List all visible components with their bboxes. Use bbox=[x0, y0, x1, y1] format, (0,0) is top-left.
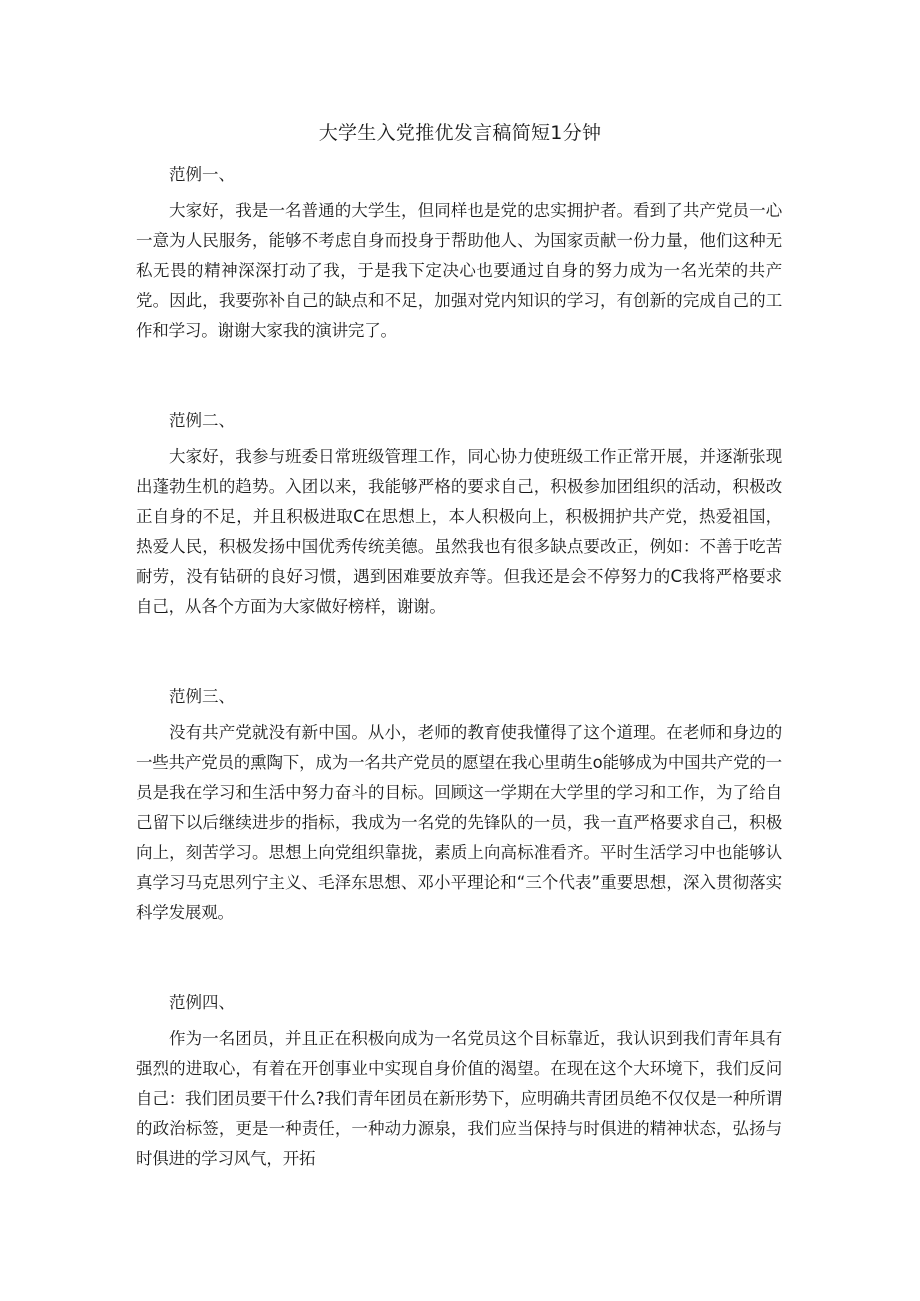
spacer bbox=[136, 622, 782, 682]
spacer bbox=[136, 346, 782, 406]
section-heading: 范例一、 bbox=[169, 165, 235, 184]
spacer bbox=[136, 928, 782, 988]
document-body bbox=[136, 160, 782, 1174]
section-paragraph: 大家好，我是一名普通的大学生，但同样也是党的忠实拥护者。看到了共产党员一心一意为人民服务，能够不考虑自身而投身于帮助他人、为国家贡献一份力量，他们这种无私无畏的精神深深打动了我，于是我下定决心也要通过自身的努力成为一名光荣的共产党。因此，我要弥补自己的缺点和不足，加强对党内知识的学习，有创新的完成自己的工作和学习。谢谢大家我的演讲完了。 bbox=[136, 201, 782, 340]
section-paragraph: 大家好，我参与班委日常班级管理工作，同心协力使班级工作正常开展，并逐渐张现出蓬勃生机的趋势。入团以来，我能够严格的要求自己，积极参加团组织的活动，积极改正自身的不足，并且积极进取C在思想上，本人积极向上，积极拥护共产党，热爱祖国，热爱人民，积极发扬中国优秀传统美德。虽然我也有很多缺点要改正，例如：不善于吃苦耐劳，没有钻研的良好习惯，遇到困难要放弃等。但我还是会不停努力的C我将严格要求自己，从各个方面为大家做好榜样，谢谢。 bbox=[136, 447, 782, 616]
section-heading: 范例四、 bbox=[169, 993, 235, 1012]
document-title: 大学生入党推优发言稿简短1分钟 bbox=[318, 122, 602, 144]
section-heading: 范例三、 bbox=[169, 687, 235, 706]
section-paragraph: 作为一名团员，并且正在积极向成为一名党员这个目标靠近，我认识到我们青年具有强烈的进取心，有着在开创事业中实现自身价值的渴望。在现在这个大环境下，我们反问自己：我们团员要干什么?我们青年团员在新形势下，应明确共青团员绝不仅仅是一种所谓的政治标签，更是一种责任，一种动力源泉，我们应当保持与时俱进的精神状态，弘扬与时俱进的学习风气，开拓 bbox=[136, 1029, 782, 1168]
section-heading: 范例二、 bbox=[169, 411, 235, 430]
section-paragraph: 没有共产党就没有新中国。从小，老师的教育使我懂得了这个道理。在老师和身边的一些共产党员的熏陶下，成为一名共产党员的愿望在我心里萌生o能够成为中国共产党的一员是我在学习和生活中努力奋斗的目标。回顾这一学期在大学里的学习和工作，为了给自己留下以后继续进步的指标，我成为一名党的先锋队的一员，我一直严格要求自己，积极向上，刻苦学习。思想上向党组织靠拢，素质上向高标准看齐。平时生活学习中也能够认真学习马克思列宁主义、毛泽东思想、邓小平理论和“三个代表”重要思想，深入贯彻落实科学发展观。 bbox=[136, 723, 782, 922]
